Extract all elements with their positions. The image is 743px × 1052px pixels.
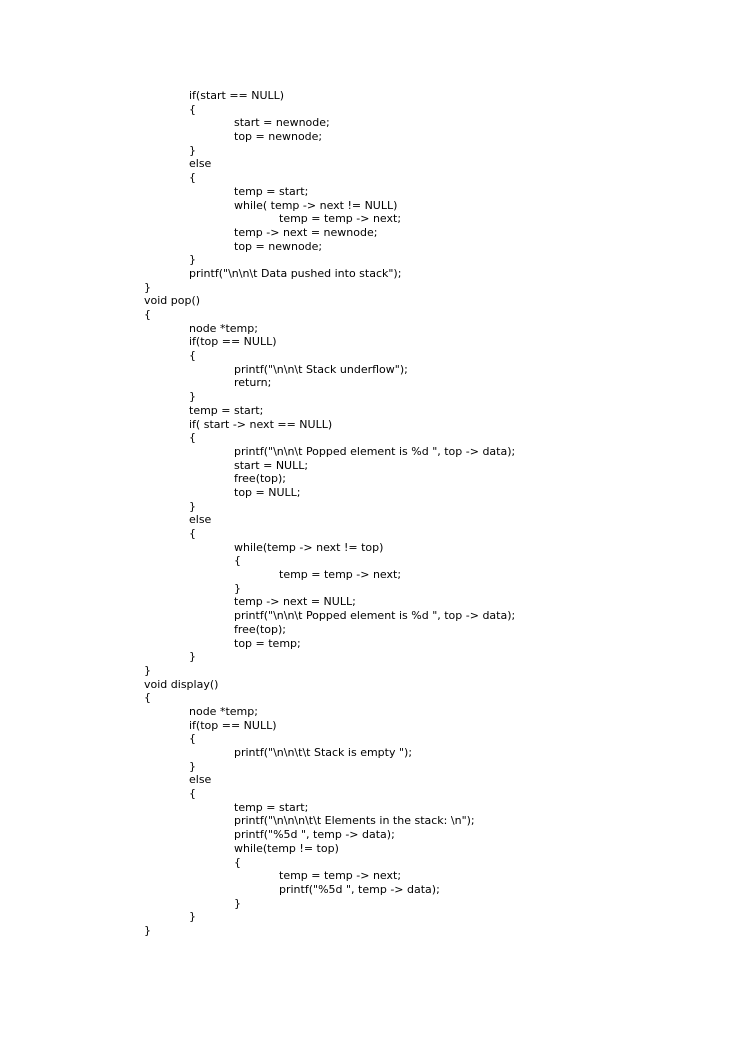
- code-line: return;: [234, 376, 272, 390]
- code-line: temp -> next = newnode;: [234, 225, 378, 239]
- code-line: {: [234, 554, 241, 568]
- code-line: top = temp;: [234, 636, 301, 650]
- code-line: top = newnode;: [234, 239, 323, 253]
- code-line: {: [189, 171, 196, 185]
- code-line: printf("\n\n\t\t Stack is empty ");: [234, 746, 413, 759]
- code-line: {: [189, 732, 196, 746]
- code-line: {: [189, 527, 196, 540]
- code-line: }: [234, 896, 241, 910]
- code-line: if(start == NULL): [189, 89, 285, 102]
- code-line: printf("\n\n\t Data pushed into stack");: [189, 266, 402, 280]
- code-line: temp = start;: [234, 184, 309, 198]
- code-line: while(temp != top): [234, 841, 339, 855]
- code-line: }: [189, 759, 196, 773]
- code-line: temp = start;: [189, 403, 264, 417]
- code-line: }: [189, 253, 196, 267]
- code-line: if(top == NULL): [189, 718, 277, 732]
- code-block: [144, 89, 704, 938]
- code-line: void pop(): [144, 294, 201, 308]
- code-line: printf("%5d ", temp -> data);: [234, 828, 395, 842]
- code-line: }: [144, 663, 151, 677]
- code-line: }: [189, 390, 196, 404]
- code-line: node *temp;: [189, 321, 258, 335]
- code-line: {: [189, 102, 196, 116]
- code-line: top = NULL;: [234, 485, 301, 499]
- code-line: }: [144, 923, 151, 937]
- code-line: {: [189, 349, 196, 363]
- code-line: free(top);: [234, 622, 287, 636]
- code-line: {: [189, 787, 196, 801]
- code-line: else: [189, 157, 212, 171]
- code-line: {: [189, 431, 196, 445]
- code-line: temp -> next = NULL;: [234, 595, 356, 609]
- code-line: free(top);: [234, 472, 287, 486]
- code-line: }: [189, 910, 196, 924]
- code-line: }: [189, 143, 196, 157]
- code-line: temp = start;: [234, 800, 309, 814]
- code-line: while(temp -> next != top): [234, 540, 384, 554]
- code-line: }: [234, 581, 241, 595]
- code-line: }: [189, 650, 196, 664]
- code-line: else: [189, 773, 212, 787]
- code-line: temp = temp -> next;: [279, 212, 402, 226]
- code-line: temp = temp -> next;: [279, 568, 402, 582]
- code-line: else: [189, 513, 212, 527]
- code-line: top = newnode;: [234, 130, 323, 144]
- code-line: printf("\n\n\n\t\t Elements in the stack: \n");: [234, 814, 475, 828]
- code-line: {: [144, 691, 151, 705]
- code-line: printf("\n\n\t Stack underflow");: [234, 362, 408, 376]
- code-line: while( temp -> next != NULL): [234, 198, 398, 212]
- code-line: if(top == NULL): [189, 335, 277, 349]
- code-line: if( start -> next == NULL): [189, 417, 333, 431]
- code-line: printf("\n\n\t Popped element is %d ", top -> data);: [234, 444, 516, 458]
- code-line: }: [144, 280, 151, 294]
- code-line: {: [144, 308, 151, 321]
- code-line: printf("\n\n\t Popped element is %d ", top -> data);: [234, 609, 516, 623]
- code-line: printf("%5d ", temp -> data);: [279, 882, 440, 896]
- code-line: }: [189, 499, 196, 513]
- code-line: start = newnode;: [234, 116, 330, 130]
- code-line: void display(): [144, 677, 219, 691]
- code-line: temp = temp -> next;: [279, 869, 402, 883]
- code-line: start = NULL;: [234, 458, 309, 472]
- code-line: {: [234, 855, 241, 869]
- code-line: node *temp;: [189, 704, 258, 718]
